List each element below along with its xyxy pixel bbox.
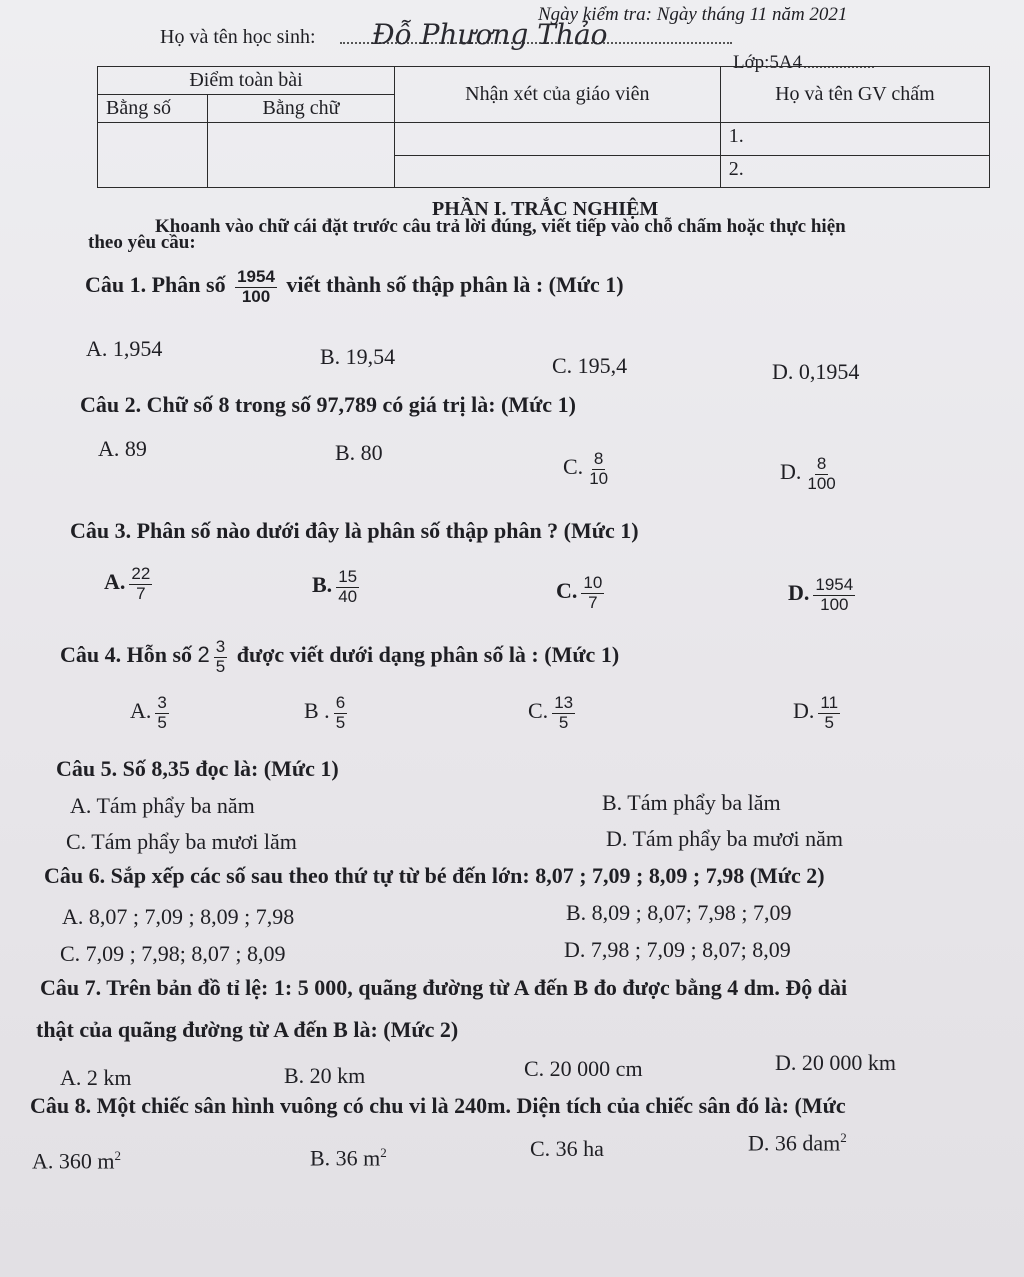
- q1-suffix: viết thành số thập phân là : (Mức 1): [286, 272, 624, 298]
- q5-option-c[interactable]: C. Tám phẩy ba mươi lăm: [66, 829, 297, 854]
- q7-option-a[interactable]: A. 2 km: [60, 1065, 132, 1090]
- q4-prefix: Câu 4. Hỗn số: [60, 642, 193, 668]
- q7-option-b[interactable]: B. 20 km: [284, 1063, 366, 1088]
- q2-option-a[interactable]: A. 89: [98, 436, 147, 461]
- q4-option-d[interactable]: D. $\frac{11}{5}$: [793, 693, 839, 732]
- q1-option-a[interactable]: A. 1,954: [86, 336, 163, 361]
- question-4: [60, 638, 619, 676]
- score-table: [97, 66, 990, 188]
- q2-option-c[interactable]: C. $\frac{8}{10}$: [563, 449, 609, 488]
- q7-option-c[interactable]: C. 20 000 cm: [524, 1056, 643, 1081]
- exam-date-line: Ngày kiểm tra: Ngày tháng 11 năm 2021: [538, 4, 848, 25]
- q5-option-b[interactable]: B. Tám phẩy ba lăm: [602, 790, 781, 815]
- q4-option-b[interactable]: B . $\frac{6}{5}$: [304, 693, 346, 732]
- q3-option-c[interactable]: C. $\frac{10}{7}$: [556, 573, 603, 612]
- question-7-line2: thật của quãng đường từ A đến B là: (Mức 2): [36, 1017, 459, 1042]
- section-title: PHẦN I. TRẮC NGHIỆM: [432, 198, 659, 220]
- q6-option-d[interactable]: D. 7,98 ; 7,09 ; 8,07; 8,09: [564, 937, 791, 962]
- comment-cell-2: [394, 155, 720, 188]
- q6-option-c[interactable]: C. 7,09 ; 7,98; 8,07 ; 8,09: [60, 941, 286, 966]
- grader-name-header: Họ và tên GV chấm: [720, 67, 989, 123]
- q1-prefix: Câu 1. Phân số: [85, 272, 226, 298]
- q4-option-a[interactable]: A. $\frac{3}{5}$: [130, 693, 167, 732]
- question-7-line1: Câu 7. Trên bản đồ tỉ lệ: 1: 5 000, quãng đường từ A đến B đo được bằng 4 dm. Độ dài: [40, 975, 848, 1000]
- score-words-cell: [207, 123, 394, 188]
- question-5: Câu 5. Số 8,35 đọc là: (Mức 1): [56, 756, 339, 781]
- student-name-handwritten: Đỗ Phương Thảo: [372, 18, 608, 51]
- by-number-header: Bằng số: [98, 95, 208, 123]
- comment-cell-1: [394, 123, 720, 156]
- question-8: Câu 8. Một chiếc sân hình vuông có chu vi là 240m. Diện tích của chiếc sân đó là: (Mức: [30, 1093, 846, 1118]
- q6-option-b[interactable]: B. 8,09 ; 8,07; 7,98 ; 7,09: [566, 900, 792, 925]
- total-score-header: Điểm toàn bài: [98, 67, 395, 95]
- q2-option-d[interactable]: D. $\frac{8}{100}$: [780, 454, 836, 493]
- q8-option-c[interactable]: C. 36 ha: [530, 1136, 604, 1161]
- section-instruction-line2: theo yêu cầu:: [88, 232, 196, 253]
- q1-option-b[interactable]: B. 19,54: [320, 344, 396, 369]
- q3-option-b[interactable]: B. $\frac{15}{40}$: [312, 567, 358, 606]
- question-1: [85, 268, 624, 306]
- q1-option-d[interactable]: D. 0,1954: [772, 359, 860, 384]
- q4-mixed-whole: 2: [197, 642, 210, 668]
- student-name-label: Họ và tên học sinh:: [160, 26, 316, 48]
- q7-option-d[interactable]: D. 20 000 km: [775, 1050, 896, 1075]
- grader-1: 1.: [720, 123, 989, 156]
- by-words-header: Bằng chữ: [207, 95, 394, 123]
- q6-option-a[interactable]: A. 8,07 ; 7,09 ; 8,09 ; 7,98: [62, 904, 295, 929]
- question-6: Câu 6. Sắp xếp các số sau theo thứ tự từ bé đến lớn: 8,07 ; 7,09 ; 8,09 ; 7,98 (Mức 2): [44, 863, 825, 888]
- section-instruction-line1: Khoanh vào chữ cái đặt trước câu trả lời đúng, viết tiếp vào chỗ chấm hoặc thực hiện: [155, 216, 846, 237]
- score-number-cell: [98, 123, 208, 188]
- q3-option-d[interactable]: D. $\frac{1954}{100}$: [788, 575, 854, 614]
- q1-option-c[interactable]: C. 195,4: [552, 353, 628, 378]
- teacher-comment-header: Nhận xét của giáo viên: [394, 67, 720, 123]
- q3-option-a[interactable]: A. $\frac{22}{7}$: [104, 564, 151, 603]
- q1-fraction: $\frac{1954}{100}$: [237, 267, 275, 306]
- question-3: Câu 3. Phân số nào dưới đây là phân số thập phân ? (Mức 1): [70, 518, 639, 543]
- q4-option-c[interactable]: C. $\frac{13}{5}$: [528, 693, 574, 732]
- q4-mixed-fraction: $\frac{3}{5}$: [215, 637, 226, 676]
- class-label: Lớp:5A4: [733, 52, 803, 73]
- q8-option-d[interactable]: D. 36 dam$^2$: [748, 1130, 847, 1156]
- q8-option-a[interactable]: A. 360 $m^2$: [32, 1148, 121, 1174]
- q8-option-b[interactable]: B. 36 $m^2$: [310, 1145, 387, 1171]
- q5-option-a[interactable]: A. Tám phẩy ba năm: [70, 793, 255, 818]
- grader-2: 2.: [720, 155, 989, 188]
- q5-option-d[interactable]: D. Tám phẩy ba mươi năm: [606, 826, 843, 851]
- q4-suffix: được viết dưới dạng phân số là : (Mức 1): [236, 642, 620, 668]
- q2-option-b[interactable]: B. 80: [335, 440, 383, 465]
- question-2: Câu 2. Chữ số 8 trong số 97,789 có giá trị là: (Mức 1): [80, 392, 576, 417]
